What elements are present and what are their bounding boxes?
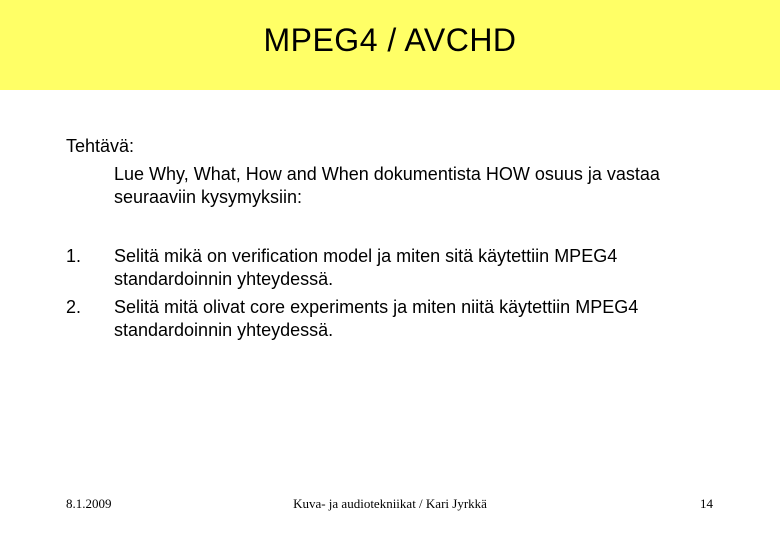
question-number: 1. <box>66 246 82 266</box>
question-text: Selitä mitä olivat core experiments ja miten niitä käytettiin MPEG4 standardoinnin yhteydessä. <box>114 297 639 340</box>
question-item-2 <box>66 296 686 342</box>
task-label: Tehtävä: <box>66 136 135 156</box>
question-item-1 <box>66 245 686 291</box>
question-text: Selitä mikä on verification model ja miten sitä käytettiin MPEG4 standardoinnin yhteydessä. <box>114 246 618 289</box>
task-description: Lue Why, What, How and When dokumentista HOW osuus ja vastaa seuraaviin kysymyksiin: <box>114 164 660 207</box>
question-number: 2. <box>66 297 82 317</box>
footer-date: 8.1.2009 <box>66 496 112 511</box>
footer-course: Kuva- ja audiotekniikat / Kari Jyrkkä <box>293 496 487 511</box>
footer-page-number: 14 <box>700 496 713 511</box>
slide-title: MPEG4 / AVCHD <box>263 22 517 58</box>
